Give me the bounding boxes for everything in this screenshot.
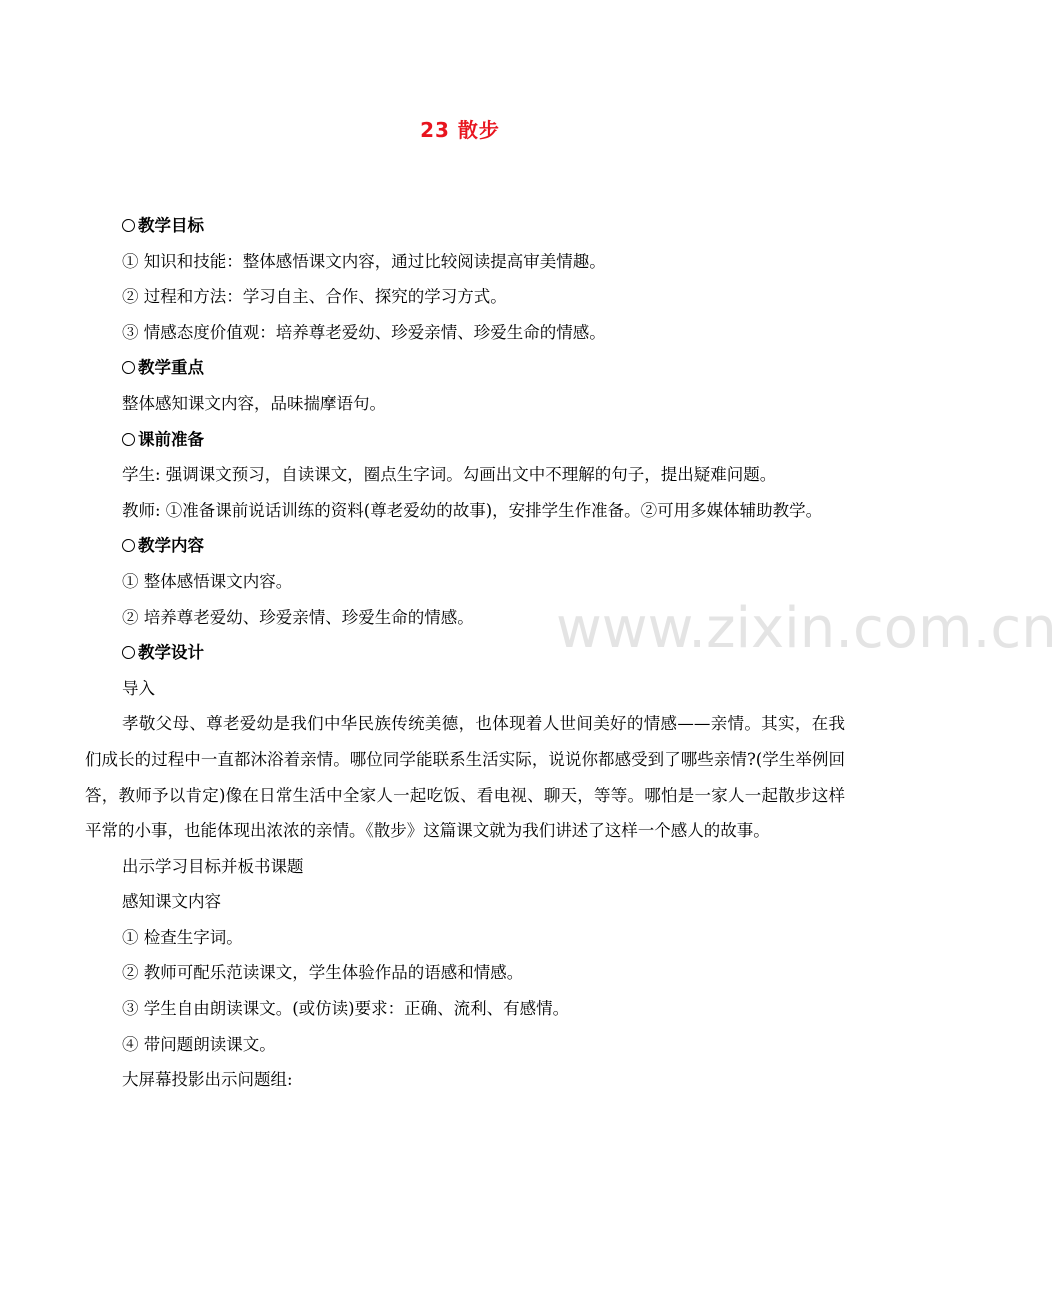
step-item: ① 检查生字词。 [122, 927, 243, 947]
content-item: ② 培养尊老爱幼、珍爱亲情、珍爱生命的情感。 [122, 607, 474, 627]
circle-bullet-icon [122, 361, 135, 374]
section-heading-design: 教学设计 [85, 635, 845, 671]
document-body [85, 208, 845, 1098]
focus-text: 整体感知课文内容，品味揣摩语句。 [122, 393, 386, 413]
goal-item: ② 过程和方法：学习自主、合作、探究的学习方式。 [122, 287, 507, 307]
goal-item: ① 知识和技能：整体感悟课文内容，通过比较阅读提高审美情趣。 [122, 251, 606, 271]
prep-teacher: 教师: ①准备课前说话训练的资料(尊老爱幼的故事)，安排学生作准备。②可用多媒体辅助教学。 [122, 500, 823, 520]
section-heading-focus: 教学重点 [85, 350, 845, 386]
intro-paragraph: 孝敬父母、尊老爱幼是我们中华民族传统美德，也体现着人世间美好的情感——亲情。其实，在我们成长的过程中一直都沐浴着亲情。哪位同学能联系生活实际，说说你都感受到了哪些亲情?(学生举例回答，教师予以肯定)像在日常生活中全家人一起吃饭、看电视、聊天，等等。哪怕是一家人一起散步这样平常的小事，也能体现出浓浓的亲情。《散步》这篇课文就为我们讲述了这样一个感人的故事。 [85, 714, 845, 841]
watermark: www.zixin.com.cn [556, 596, 1057, 661]
circle-bullet-icon [122, 433, 135, 446]
content-item: ① 整体感悟课文内容。 [122, 571, 293, 591]
page-title: 23 散步 [420, 118, 500, 142]
section-heading-content: 教学内容 [85, 528, 845, 564]
circle-bullet-icon [122, 219, 135, 232]
show-goals-label: 出示学习目标并板书课题 [122, 856, 304, 876]
goal-item: ③ 情感态度价值观：培养尊老爱幼、珍爱亲情、珍爱生命的情感。 [122, 322, 606, 342]
step-item: ② 教师可配乐范读课文，学生体验作品的语感和情感。 [122, 963, 524, 983]
section-heading-goals: 教学目标 [85, 208, 845, 244]
perceive-label: 感知课文内容 [122, 892, 221, 912]
circle-bullet-icon [122, 646, 135, 659]
section-heading-prep: 课前准备 [85, 422, 845, 458]
step-item: ④ 带问题朗读课文。 [122, 1034, 276, 1054]
prep-student: 学生: 强调课文预习，自读课文，圈点生字词。勾画出文中不理解的句子，提出疑难问题。 [122, 465, 777, 485]
intro-label: 导入 [122, 678, 155, 698]
step-item: ③ 学生自由朗读课文。(或仿读)要求：正确、流利、有感情。 [122, 999, 570, 1019]
projection-label: 大屏幕投影出示问题组: [122, 1070, 293, 1090]
circle-bullet-icon [122, 539, 135, 552]
